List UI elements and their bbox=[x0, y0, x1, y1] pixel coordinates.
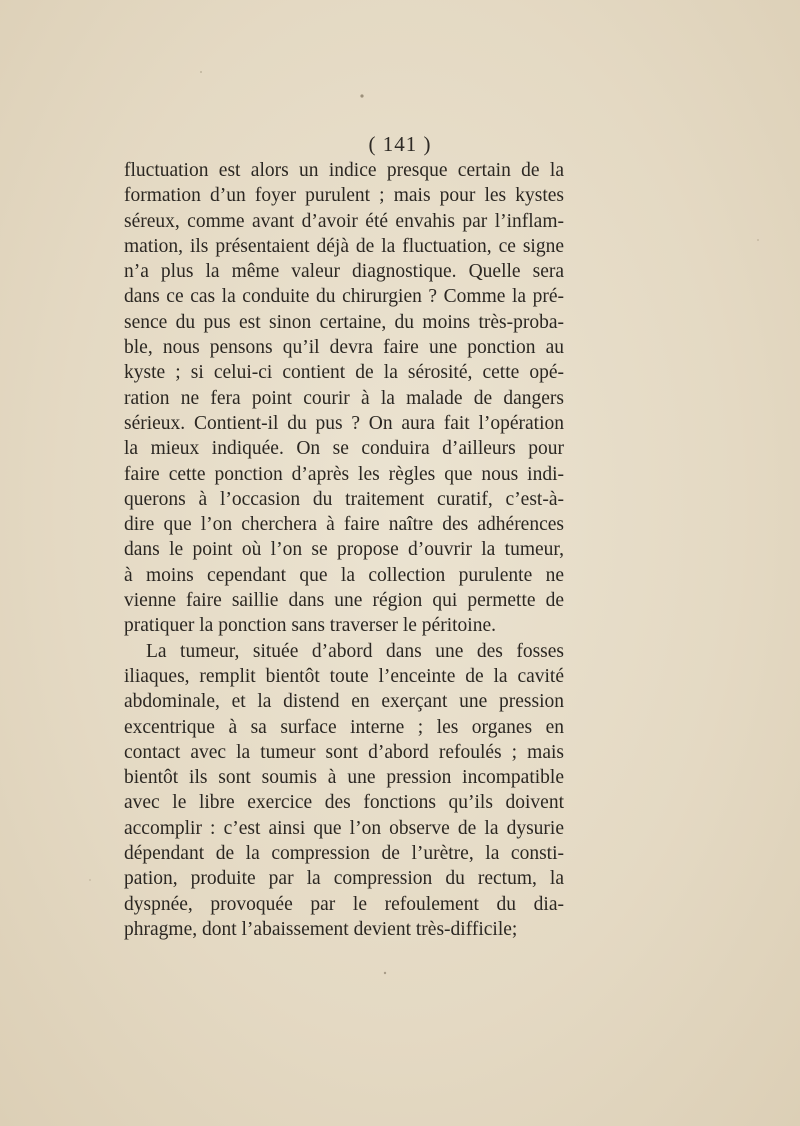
text-line: phragme, dont l’abaissement devient très-difficile; bbox=[124, 918, 518, 940]
text-line: dépendant de la compression de l’urètre, la consti- bbox=[124, 843, 564, 865]
text-line: sérieux. Contient-il du pus ? On aura fait l’opération bbox=[124, 412, 564, 434]
text-line: abdominale, et la distend en exerçant une pression bbox=[124, 691, 564, 713]
text-line: La tumeur, située d’abord dans une des fosses bbox=[146, 640, 564, 662]
text-line: à moins cependant que la collection purulente ne bbox=[124, 564, 564, 586]
text-line: vienne faire saillie dans une région qui permette de bbox=[124, 590, 564, 612]
text-line: fluctuation est alors un indice presque certain de la bbox=[124, 160, 564, 181]
text-line: ration ne fera point courir à la malade de dangers bbox=[124, 387, 564, 409]
text-line: pratiquer la ponction sans traverser le péritoine. bbox=[124, 615, 496, 637]
page-number: ( 141 ) bbox=[368, 132, 432, 156]
text-line: dans le point où l’on se propose d’ouvrir la tumeur, bbox=[124, 539, 564, 561]
text-line: dyspnée, provoquée par le refoulement du dia- bbox=[124, 893, 564, 915]
text-line: excentrique à sa surface interne ; les organes en bbox=[124, 716, 564, 738]
text-line: ble, nous pensons qu’il devra faire une ponction au bbox=[124, 337, 564, 359]
text-line: dans ce cas la conduite du chirurgien ? Comme la pré- bbox=[124, 286, 564, 308]
text-line: avec le libre exercice des fonctions qu’ils doivent bbox=[124, 792, 564, 814]
text-line: iliaques, remplit bientôt toute l’enceinte de la cavité bbox=[124, 665, 564, 687]
text-line: querons à l’occasion du traitement curatif, c’est-à- bbox=[124, 488, 564, 510]
text-line: bientôt ils sont soumis à une pression incompatible bbox=[124, 767, 564, 789]
body-text bbox=[124, 158, 564, 942]
text-line: faire cette ponction d’après les règles que nous indi- bbox=[124, 463, 564, 485]
text-line: dire que l’on cherchera à faire naître des adhérences bbox=[124, 514, 564, 536]
text-line: accomplir : c’est ainsi que l’on observe de la dysurie bbox=[124, 817, 564, 839]
text-line: la mieux indiquée. On se conduira d’ailleurs pour bbox=[124, 438, 564, 460]
text-line: n’a plus la même valeur diagnostique. Quelle sera bbox=[124, 261, 564, 283]
text-line: séreux, comme avant d’avoir été envahis par l’inflam- bbox=[124, 210, 564, 232]
text-line: formation d’un foyer purulent ; mais pour les kystes bbox=[124, 185, 564, 207]
text-line: pation, produite par la compression du rectum, la bbox=[124, 868, 564, 890]
text-line: contact avec la tumeur sont d’abord refoulés ; mais bbox=[124, 741, 564, 763]
text-line: mation, ils présentaient déjà de la fluctuation, ce signe bbox=[124, 235, 564, 257]
text-line: sence du pus est sinon certaine, du moins très-proba- bbox=[124, 311, 564, 333]
text-line: kyste ; si celui-ci contient de la sérosité, cette opé- bbox=[124, 362, 564, 384]
